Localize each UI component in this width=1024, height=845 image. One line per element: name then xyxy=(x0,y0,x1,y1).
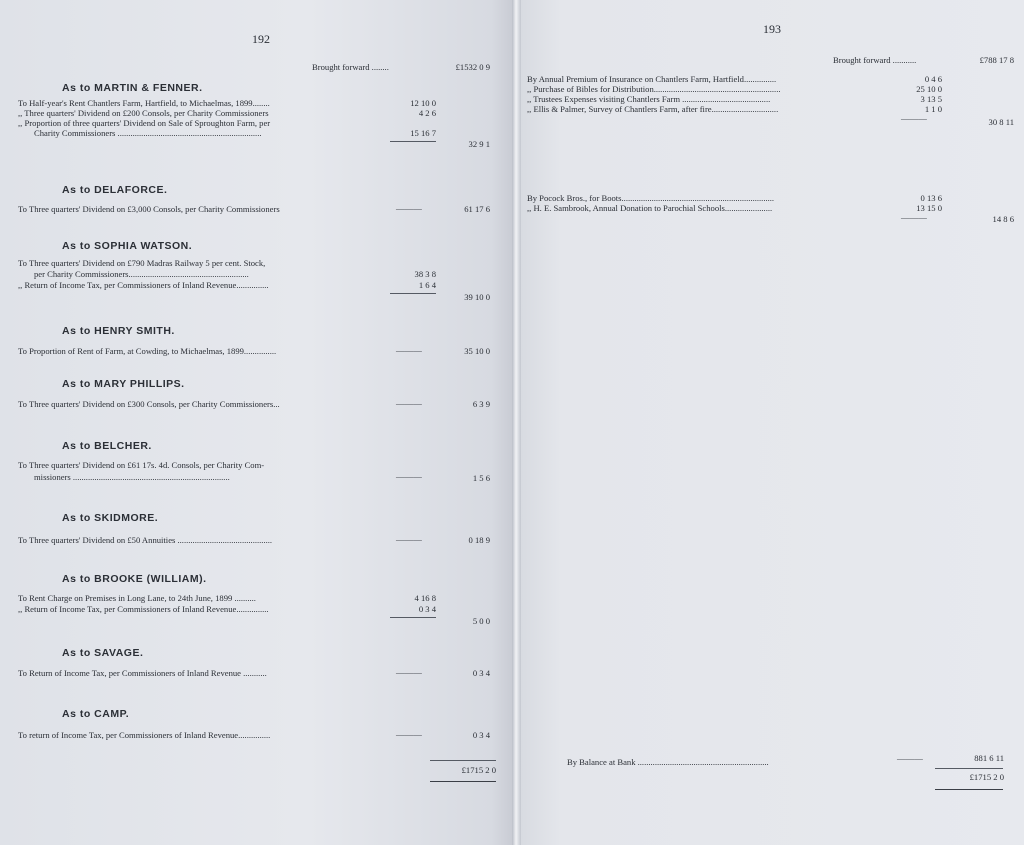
group-total: 30 8 11 xyxy=(988,117,1014,127)
sub-amount: 0 3 4 xyxy=(418,604,436,614)
grand-total-rule-top xyxy=(935,768,1003,769)
section-total: 0 3 4 xyxy=(472,668,490,678)
dash: ——— xyxy=(396,729,422,739)
section-total: 35 10 0 xyxy=(464,346,490,356)
sub-amount: 4 2 6 xyxy=(418,108,436,118)
entry-line: To Three quarters' Dividend on £61 17s. 4d. Consols, per Charity Com- xyxy=(18,460,265,470)
section-total: 61 17 6 xyxy=(464,204,490,214)
section-heading: As to SAVAGE. xyxy=(62,647,144,659)
section-total: 39 10 0 xyxy=(464,292,490,302)
dash: ——— xyxy=(901,212,927,222)
section-heading: As to CAMP. xyxy=(62,708,130,720)
subtotal-rule xyxy=(390,617,436,618)
section-heading: As to BROOKE (WILLIAM). xyxy=(62,573,207,585)
entry-line: ,, Three quarters' Dividend on £200 Consols, per Charity Commissioners xyxy=(18,108,269,118)
entry-line: ,, Proportion of three quarters' Dividend on Sale of Sproughton Farm, per xyxy=(18,118,271,128)
page-number: 193 xyxy=(763,22,781,36)
right-page xyxy=(521,0,1024,845)
dash: ——— xyxy=(396,667,422,677)
page-number: 192 xyxy=(252,32,270,46)
entry-line: ,, Ellis & Palmer, Survey of Chantlers Farm, after fire............................... xyxy=(527,104,779,114)
section-heading: As to SOPHIA WATSON. xyxy=(62,240,193,252)
grand-total-rule-bottom xyxy=(935,789,1003,790)
entry-line: To Three quarters' Dividend on £3,000 Consols, per Charity Commissioners xyxy=(18,204,280,214)
entry-line: ,, Trustees Expenses visiting Chantlers Farm ......................................... xyxy=(527,94,771,104)
sub-amount: 0 13 6 xyxy=(920,193,942,203)
dash: ——— xyxy=(396,398,422,408)
dash: ——— xyxy=(396,345,422,355)
section-heading: As to SKIDMORE. xyxy=(62,512,159,524)
subtotal-rule xyxy=(390,141,436,142)
sub-amount: 1 1 0 xyxy=(924,104,942,114)
sub-amount: 12 10 0 xyxy=(410,98,436,108)
sub-amount: 4 16 8 xyxy=(414,593,436,603)
section-total: 0 3 4 xyxy=(472,730,490,740)
sub-amount: 15 16 7 xyxy=(410,128,436,138)
entry-line: missioners ......................................................................... xyxy=(34,472,230,482)
section-heading: As to MARY PHILLIPS. xyxy=(62,378,185,390)
section-total: 5 0 0 xyxy=(472,616,490,626)
entry-line: By Annual Premium of Insurance on Chantlers Farm, Hartfield............... xyxy=(527,74,777,84)
dash: ——— xyxy=(897,753,923,763)
entry-line: per Charity Commissioners........................................................ xyxy=(34,269,249,279)
section-heading: As to BELCHER. xyxy=(62,440,152,452)
grand-total-rule-top xyxy=(430,760,496,761)
sub-amount: 25 10 0 xyxy=(916,84,942,94)
entry-line: ,, Return of Income Tax, per Commissioners of Inland Revenue............... xyxy=(18,280,269,290)
dash: ——— xyxy=(396,534,422,544)
balance-label: By Balance at Bank ............................................................. xyxy=(567,757,769,767)
section-total: 0 18 9 xyxy=(468,535,490,545)
entry-line: To Return of Income Tax, per Commissioners of Inland Revenue ........... xyxy=(18,668,267,678)
entry-line: To Three quarters' Dividend on £50 Annuities ............................................ xyxy=(18,535,273,545)
section-heading: As to HENRY SMITH. xyxy=(62,325,175,337)
entry-line: To Rent Charge on Premises in Long Lane, to 24th June, 1899 .......... xyxy=(18,593,256,603)
sub-amount: 38 3 8 xyxy=(414,269,436,279)
entry-line: By Pocock Bros., for Boots....................................................................... xyxy=(527,193,775,203)
sub-amount: 13 15 0 xyxy=(916,203,942,213)
grand-total: £1715 2 0 xyxy=(969,772,1004,782)
balance-amount: 881 6 11 xyxy=(974,753,1004,763)
brought-forward-label: Brought forward ........... xyxy=(833,55,917,65)
section-heading: As to DELAFORCE. xyxy=(62,184,168,196)
entry-line: ,, Purchase of Bibles for Distribution........................................................... xyxy=(527,84,781,94)
entry-line: To Half-year's Rent Chantlers Farm, Hartfield, to Michaelmas, 1899........ xyxy=(18,98,270,108)
group-total: 14 8 6 xyxy=(992,214,1014,224)
entry-line: To Three quarters' Dividend on £300 Consols, per Charity Commissioners... xyxy=(18,399,280,409)
subtotal-rule xyxy=(390,293,436,294)
grand-total-rule-bottom xyxy=(430,781,496,782)
entry-line: To Three quarters' Dividend on £790 Madras Railway 5 per cent. Stock, xyxy=(18,258,266,268)
section-total: 6 3 9 xyxy=(472,399,490,409)
brought-forward-label: Brought forward ........ xyxy=(312,62,389,72)
entry-line: Charity Commissioners ................................................................... xyxy=(34,128,262,138)
dash: ——— xyxy=(396,203,422,213)
section-heading: As to MARTIN & FENNER. xyxy=(62,82,203,94)
sub-amount: 3 13 5 xyxy=(920,94,942,104)
dash: ——— xyxy=(396,471,422,481)
brought-forward-amount: £788 17 8 xyxy=(979,55,1014,65)
sub-amount: 1 6 4 xyxy=(418,280,436,290)
entry-line: To return of Income Tax, per Commissioners of Inland Revenue............... xyxy=(18,730,271,740)
entry-line: To Proportion of Rent of Farm, at Cowding, to Michaelmas, 1899............... xyxy=(18,346,277,356)
grand-total: £1715 2 0 xyxy=(461,765,496,775)
book-gutter xyxy=(512,0,521,845)
sub-amount: 0 4 6 xyxy=(924,74,942,84)
entry-line: ,, H. E. Sambrook, Annual Donation to Parochial Schools...................... xyxy=(527,203,773,213)
brought-forward-amount: £1532 0 9 xyxy=(455,62,490,72)
entry-line: ,, Return of Income Tax, per Commissioners of Inland Revenue............... xyxy=(18,604,269,614)
section-total: 1 5 6 xyxy=(472,473,490,483)
section-total: 32 9 1 xyxy=(468,139,490,149)
dash: ——— xyxy=(901,113,927,123)
